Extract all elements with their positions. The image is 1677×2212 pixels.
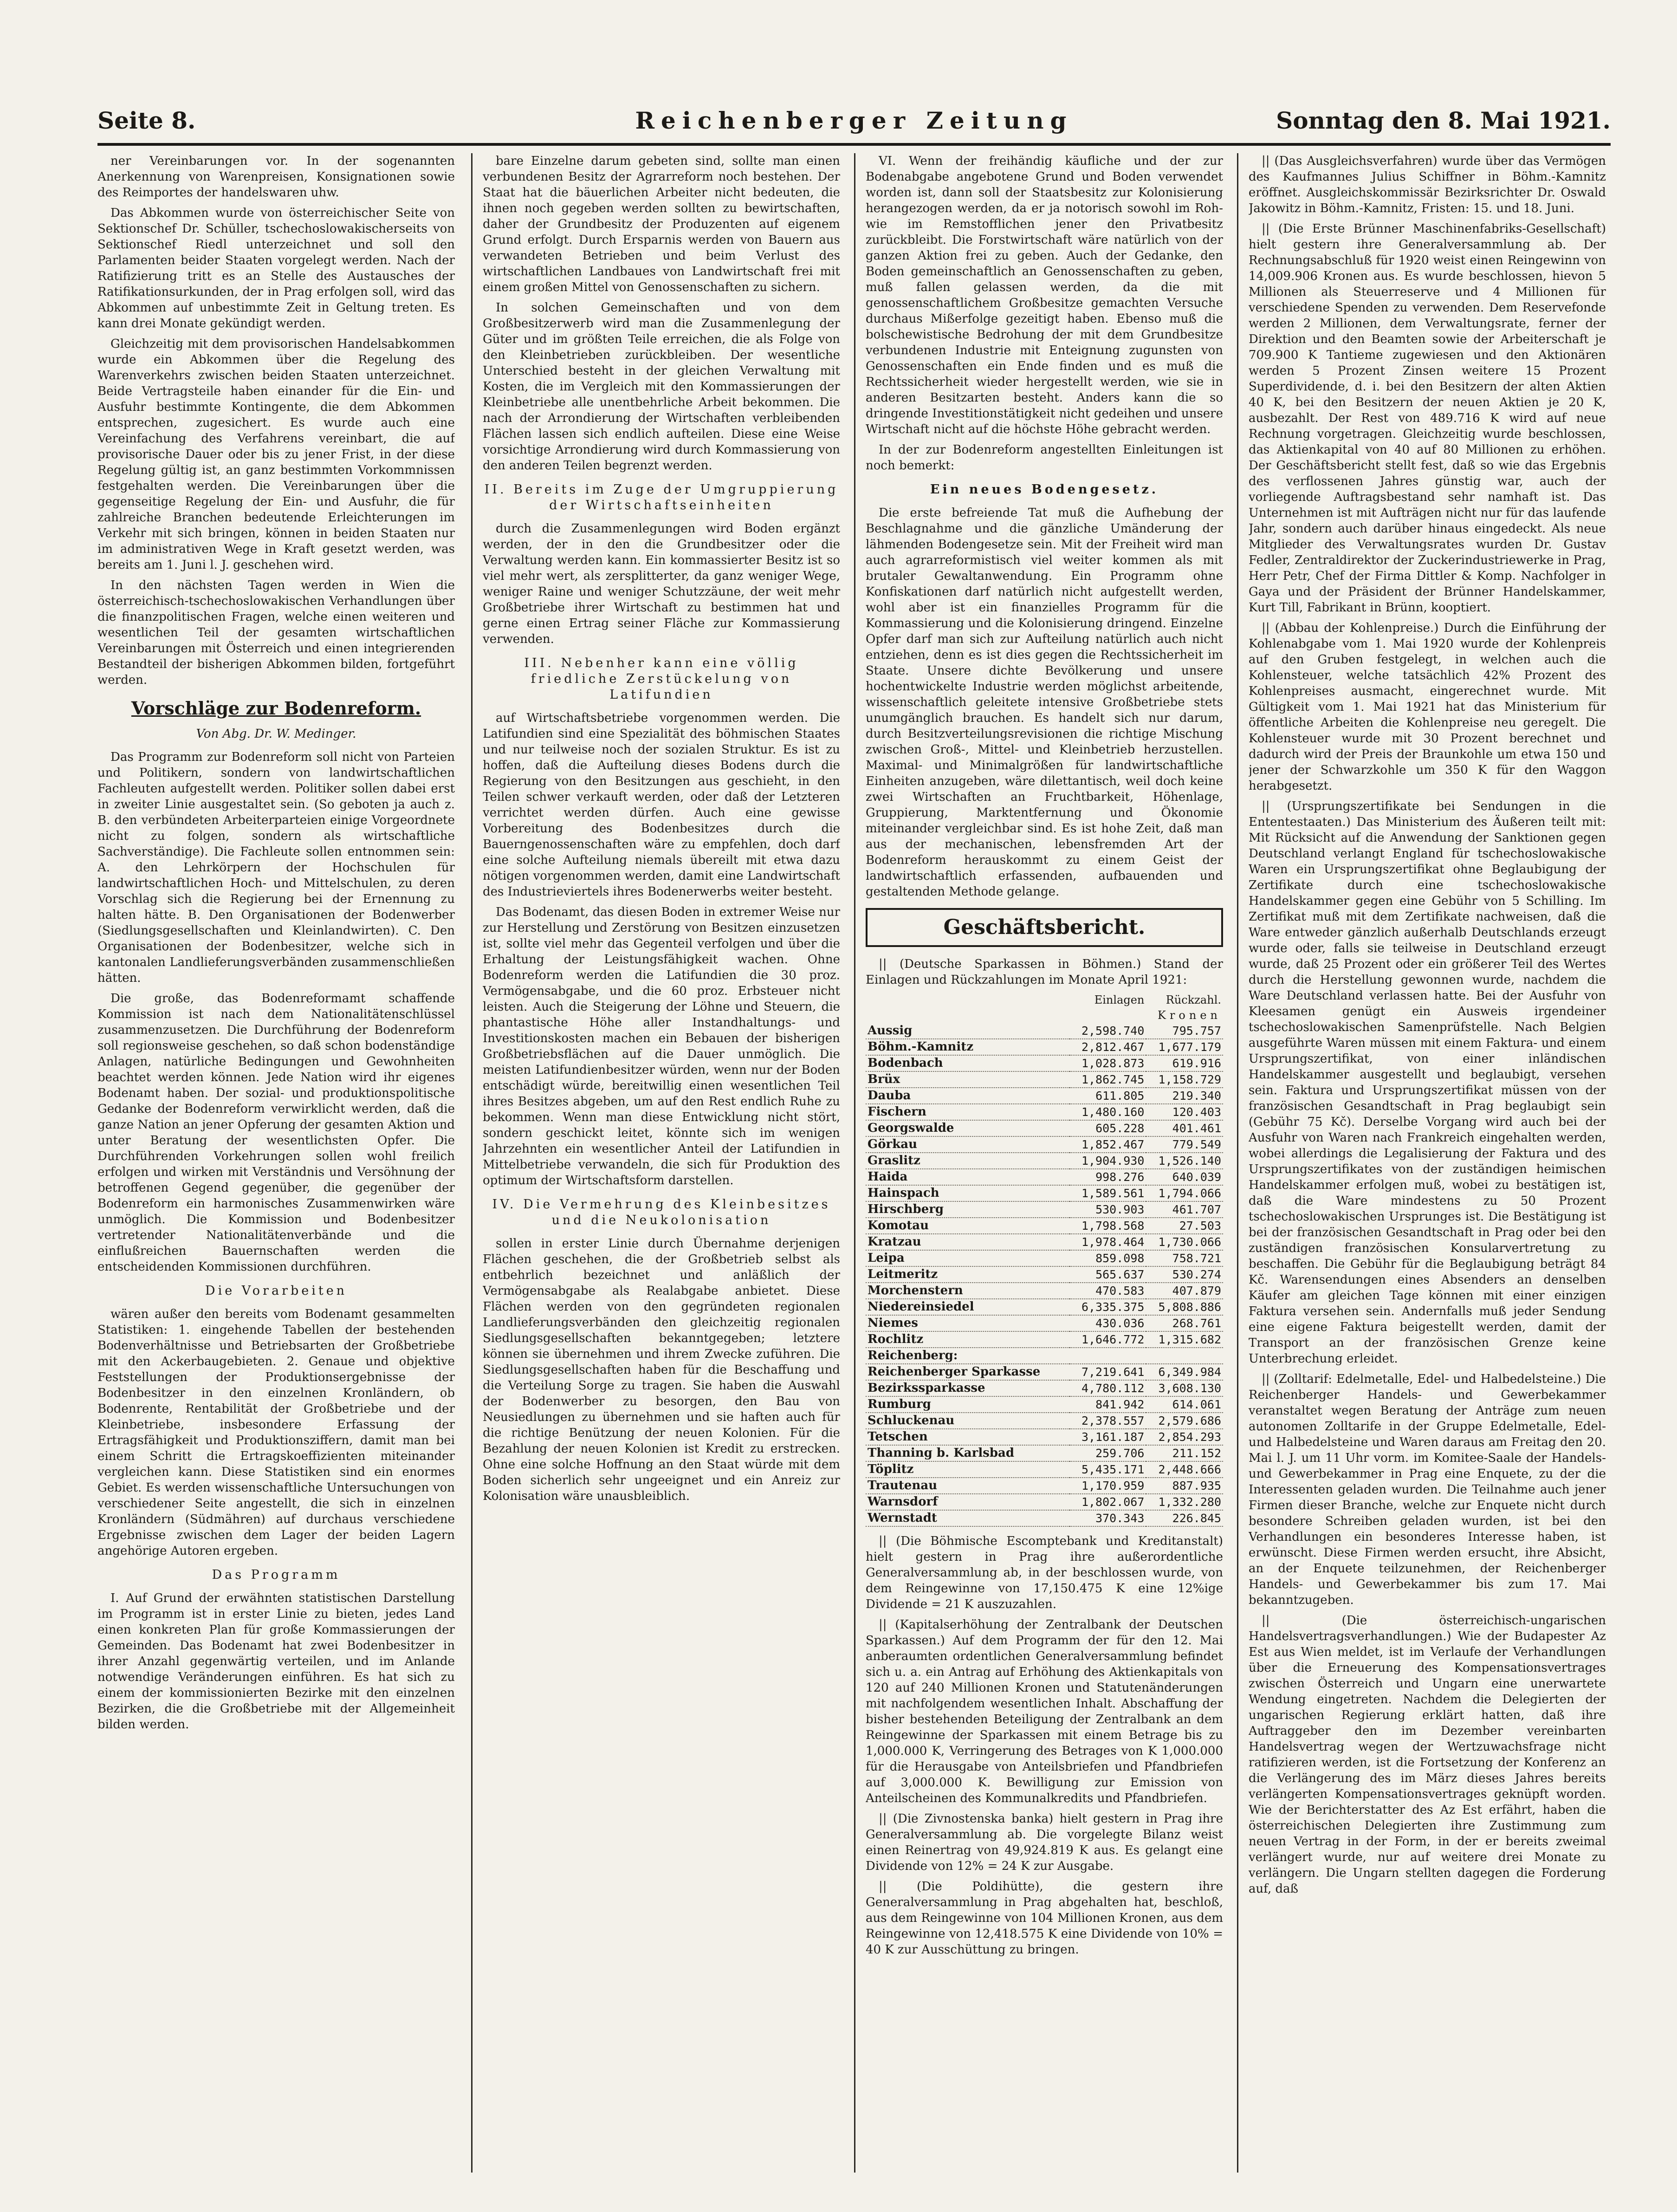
table-cell-deposits: 370.343 [1069, 1510, 1146, 1526]
header-rule [97, 143, 1611, 146]
table-cell-place: Hirschberg [866, 1201, 1069, 1218]
table-row [866, 1283, 1223, 1299]
table-cell-withdrawals: 1,332.280 [1146, 1494, 1223, 1510]
table-row [866, 1364, 1223, 1380]
table-cell-withdrawals: 268.761 [1146, 1315, 1223, 1331]
table-cell-place: Leipa [866, 1250, 1069, 1266]
table-cell-deposits: 4,780.112 [1069, 1380, 1146, 1396]
table-cell-withdrawals: 1,730.066 [1146, 1234, 1223, 1250]
table-row [866, 1185, 1223, 1201]
table-row [866, 1055, 1223, 1071]
table-cell-place: Böhm.-Kamnitz [866, 1039, 1069, 1055]
article-paragraph: Das Bodenamt, das diesen Boden in extremer Weise nur zur Herstellung und Zerstörung von Besitzen einzusetzen ist, sollte viel mehr das Gegenteil verfolgen und über die Erhaltung der Leistungsfähigkeit wachen. Ohne Bodenreform werden die Latifundien die 30 proz. Vermögensabgabe, und die 60 proz. Erbsteuer nicht leisten. Auch die Steigerung der Löhne und Steuern, die phantastische Höhe aller Instandhaltungs- und Investitionskosten machen ein Bebauen der bisherigen Großbetriebsflächen auf die Dauer unmöglich. Die meisten Latifundienbesitzer würden, wenn nur der Boden entschädigt würde, bereitwillig einen wesentlichen Teil ihres Besitzes abgeben, um auf den Rest endlich Ruhe zu bekommen. Wenn man diese Entwicklung nicht stört, sondern geschickt leitet, könnte sich im wenigen Jahrzehnten ein wesentlicher Anteil der Latifundien in Mittelbetriebe verwandeln, die sich für Produktion des optimum der Wirtschaftsform darstellen. [483, 905, 840, 1187]
subheading: III. Nebenher kann eine völlig friedliche Zerstückelung von Latifundien [524, 656, 799, 702]
table-row [866, 1396, 1223, 1413]
business-report-heading: Geschäftsbericht. [866, 908, 1223, 947]
table-cell-place: Töplitz [866, 1461, 1069, 1478]
table-cell-deposits: 3,161.187 [1069, 1429, 1146, 1445]
table-cell-place: Thanning b. Karlsbad [866, 1445, 1069, 1461]
table-cell-withdrawals: 1,677.179 [1146, 1039, 1223, 1055]
table-cell-withdrawals: 401.461 [1146, 1120, 1223, 1136]
table-cell-deposits: 611.805 [1069, 1088, 1146, 1104]
subheading: Die Vorarbeiten [205, 1284, 348, 1298]
article-paragraph: In der zur Bodenreform angestellten Einleitungen ist noch bemerkt: [866, 443, 1223, 473]
table-cell-withdrawals: 1,794.066 [1146, 1185, 1223, 1201]
article-paragraph: || (Die Zivnostenska banka) hielt gestern in Prag ihre Generalversammlung ab. Die vorgelegte Bilanz weist einen Reinertrag von 49,924.819 K aus. Es gelangt eine Dividende von 12% = 24 K zur Ausgabe. [866, 1812, 1223, 1873]
article-paragraph: bare Einzelne darum gebeten sind, sollte man einen verbundenen Besitz der Agrarreform noch bestehen. Der Staat hat die bäuerlichen Arbeiter nicht bedeuten, die ihnen noch gegeben werden sollten zu bewirtschaften, daher der Grundbesitz der Produzenten auf eigenem Grund erfolgt. Durch Ersparnis werden von Bauern aus verwandeten Betrieben und beim Verlust des wirtschaftlichen Landbaues von Landwirtschaft frei mit einem großen Mittel von Genossenschaften zu sichern. [483, 154, 840, 294]
table-cell-withdrawals: 27.503 [1146, 1218, 1223, 1234]
table-row [866, 1380, 1223, 1396]
article-paragraph: Gleichzeitig mit dem provisorischen Handelsabkommen wurde ein Abkommen über die Regelung des Warenverkehrs zwischen beiden Staaten unterzeichnet. Beide Vertragsteile haben einander für die Ein- und Ausfuhr bestimmte Kontingente, die dem Abkommen entsprechen, zugesichert. Es wurde auch eine Vereinfachung des Verfahrens vereinbart, die auf provisorische Dauer oder bis zu jener Frist, in der diese Regelung gültig ist, an ganz bestimmten Vorkommnissen festgehalten werden. Die Vereinbarungen über die gegenseitige Regelung der Ein- und Ausfuhr, die für zahlreiche Branchen bedeutende Erleichterungen im Verkehr mit sich bringen, können in beiden Staaten nur im administrativen Wege in Kraft gesetzt werden, was bereits am 1. Juni l. J. geschehen wird. [97, 337, 455, 572]
table-cell-deposits: 5,435.171 [1069, 1461, 1146, 1478]
table-cell-withdrawals: 640.039 [1146, 1169, 1223, 1185]
table-row [866, 1478, 1223, 1494]
column-2 [483, 153, 840, 2173]
table-cell-place: Niedereinsiedel [866, 1299, 1069, 1315]
column-divider [471, 153, 473, 2173]
newspaper-page [97, 107, 1611, 2177]
table-header-blank [866, 1008, 1069, 1023]
table-row [866, 1120, 1223, 1136]
table-cell-deposits: 1,480.160 [1069, 1104, 1146, 1120]
table-cell-deposits: 2,812.467 [1069, 1039, 1146, 1055]
article-paragraph: durch die Zusammenlegungen wird Boden ergänzt werden, der in den die Grundbesitzer oder die Verwaltung werden kann. Ein kommassierter Besitz ist so viel mehr wert, als zersplitterter, da ganz weniger Wege, weniger Raine und weniger Schutzzäune, der weit mehr Großbetriebe ihrer Wirtschaft zu bestimmen hat und gerne einen Ertrag seiner Fläche zur Kommassierung verwenden. [483, 522, 840, 646]
table-row [866, 1494, 1223, 1510]
table-row [866, 1039, 1223, 1055]
table-cell-place: Haida [866, 1169, 1069, 1185]
subheading: IV. Die Vermehrung des Kleinbesitzes und die Neukolonisation [492, 1197, 831, 1227]
table-cell-deposits: 7,219.641 [1069, 1364, 1146, 1380]
table-cell-place: Görkau [866, 1136, 1069, 1153]
table-cell-deposits: 430.036 [1069, 1315, 1146, 1331]
news-item: || (Abbau der Kohlenpreise.) Durch die Einführung der Kohlenabgabe vom 1. Mai 1920 wurde der Kohlenpreis auf den Gruben festgelegt, in welchen auch die Kohlensteuer, welche tatsächlich 42% Prozent des Kohlenpreises ausmacht, eingerechnet wurde. Mit Gültigkeit vom 1. Mai 1921 hat das Ministerium für öffentliche Arbeiten die Kohlenpreise neu geregelt. Die Kohlensteuer wurde mit 30 Prozent berechnet und dadurch wird der Preis der Braunkohle um etwa 150 und jener der Schwarzkohle um 350 K für den Waggon herabgesetzt. [1249, 621, 1606, 793]
table-row [866, 1201, 1223, 1218]
table-header-withdrawals: Rückzahl. [1165, 993, 1221, 1006]
subheading: Das Programm [212, 1568, 341, 1582]
article-paragraph: In solchen Gemeinschaften und von dem Großbesitzerwerb wird man die Zusammenlegung der Güter und im größten Teile erreichen, die als Folge von den Kleinbetrieben zurückbleiben. Der wesentliche Unterschied besteht in der gleichen Verwaltung mit Kosten, die im Vergleich mit den Kommassierungen der Kleinbetriebe alle unentbehrliche Arbeit bekommen. Die nach der Arrondierung der Wirtschaften verbleibenden Flächen lassen sich endlich aufteilen. Diese eine Weise vorsichtige Arrondierung wird durch Kommassierung von den anderen Teilen begrenzt werden. [483, 301, 840, 473]
subheading: II. Bereits im Zuge der Umgruppierung der Wirtschaftseinheiten [484, 482, 839, 512]
table-cell-place: Reichenberger Sparkasse [866, 1364, 1069, 1380]
table-cell-deposits: 2,378.557 [1069, 1413, 1146, 1429]
article-paragraph: sollen in erster Linie durch Übernahme derjenigen Flächen geschehen, die der Großbetrieb selbst als entbehrlich bezeichnet und anläßlich der Vermögensabgabe als Realabgabe anbietet. Diese Flächen werden von den gegründeten regionalen Landlieferungsverbänden den gleichzeitig regionalen Siedlungsgesellschaften bekanntgegeben; letztere können sie übernehmen und ihrem Zwecke zuführen. Die Siedlungsgesellschaften haben für die Beschaffung und die Verteilung Sorge zu tragen. Sie haben die Auswahl der Bodenwerber zu besorgen, den Bau von Neusiedlungen zu übernehmen und sie haften auch für die richtige Benützung der neuen Kolonien. Für die Bezahlung der neuen Kolonien ist Kredit zu erstrecken. Ohne eine solche Hoffnung an den Staat würde mit dem Boden sicherlich sehr ungeeignet und ein Anreiz zur Kolonisation wäre unausbleiblich. [483, 1237, 840, 1503]
article-paragraph: || (Deutsche Sparkassen in Böhmen.) Stand der Einlagen und Rückzahlungen im Monate April 1921: [866, 957, 1223, 987]
table-cell-withdrawals: 2,448.666 [1146, 1461, 1223, 1478]
table-cell-withdrawals: 779.549 [1146, 1136, 1223, 1153]
table-cell-withdrawals: 1,526.140 [1146, 1153, 1223, 1169]
table-cell-place: Bezirkssparkasse [866, 1380, 1069, 1396]
article-paragraph: wären außer den bereits vom Bodenamt gesammelten Statistiken: 1. eingehende Tabellen der bestehenden Bodenverhältnisse und Betriebsarten der Großbetriebe mit den Ackerbaugebieten. 2. Genaue und objektive Feststellungen der Produktionsergebnisse der Bodenbesitzer in den einzelnen Kronländern, ob Bodenrente, Rentabilität der Großbetriebe und der Kleinbetriebe, insbesondere Erfassung der Ertragsfähigkeit und Produktionsziffern, damit man bei einem Schritt die Ertragskoeffizienten miteinander vergleichen kann. Diese Statistiken sind ein enormes Gebiet. Es werden wissenschaftliche Untersuchungen von verschiedener Seite angestellt, die sich in einzelnen Kronländern (Südmähren) auf durchaus verschiedene Ergebnisse zwischen dem Lager der beiden Lagern angehörige Autoren ergeben. [97, 1307, 455, 1558]
table-row [866, 1413, 1223, 1429]
byline: Von Abg. Dr. W. Medinger. [196, 727, 356, 741]
issue-date: Sonntag den 8. Mai 1921. [1276, 107, 1611, 134]
table-row [866, 1234, 1223, 1250]
table-cell-place: Hainspach [866, 1185, 1069, 1201]
table-cell-withdrawals: 619.916 [1146, 1055, 1223, 1071]
table-cell-deposits: 259.706 [1069, 1445, 1146, 1461]
table-cell-deposits: 859.098 [1069, 1250, 1146, 1266]
table-cell-withdrawals: 461.707 [1146, 1201, 1223, 1218]
table-cell-deposits: 998.276 [1069, 1169, 1146, 1185]
table-cell-deposits: 1,852.467 [1069, 1136, 1146, 1153]
table-cell-withdrawals: 887.935 [1146, 1478, 1223, 1494]
column-3 [866, 153, 1223, 2173]
table-cell-place: Leitmeritz [866, 1266, 1069, 1283]
table-cell-deposits: 1,802.067 [1069, 1494, 1146, 1510]
table-cell-withdrawals: 219.340 [1146, 1088, 1223, 1104]
page-number: Seite 8. [97, 107, 196, 134]
table-cell-deposits: 1,028.873 [1069, 1055, 1146, 1071]
table-cell-place: Bodenbach [866, 1055, 1069, 1071]
table-cell-place: Rochlitz [866, 1331, 1069, 1348]
table-cell-deposits: 530.903 [1069, 1201, 1146, 1218]
table-cell-deposits: 1,646.772 [1069, 1331, 1146, 1348]
table-row [866, 1136, 1223, 1153]
table-cell-withdrawals: 2,854.293 [1146, 1429, 1223, 1445]
table-cell-withdrawals: 407.879 [1146, 1283, 1223, 1299]
column-4 [1249, 153, 1606, 2173]
table-cell-withdrawals: 795.757 [1146, 1023, 1223, 1039]
subheading: Ein neues Bodengesetz. [930, 482, 1159, 497]
table-row [866, 1071, 1223, 1088]
table-row [866, 1315, 1223, 1331]
table-cell-place: Morchenstern [866, 1283, 1069, 1299]
table-cell-place: Komotau [866, 1218, 1069, 1234]
table-cell-deposits: 1,862.745 [1069, 1071, 1146, 1088]
article-paragraph: Die erste befreiende Tat muß die Aufhebung der Beschlagnahme und die gänzliche Umänderung der lähmenden Bodengesetze sein. Mit der Freiheit wird man auch agrarreformistisch viel weiter kommen als mit brutaler Gewaltanwendung. Ein Programm ohne Konfiskationen darf natürlich nicht aufgestellt werden, wohl aber ist ein finanzielles Programm für die Kommassierung und die Kolonisierung dringend. Einzelne Opfer darf man sich zur Aufteilung natürlich auch nicht entziehen, denn es ist dies gegen die Rechtssicherheit im Staate. Unsere dichte Bevölkerung und unsere hochentwickelte Industrie werden möglichst arbeitende, wissenschaftlich geleitete intensive Großbetriebe stets unumgänglich brauchen. Es handelt sich nur darum, durch Besitzverteilungsrevisionen die richtige Mischung zwischen Groß-, Mittel- und Kleinbetrieb herzustellen. Maximal- und Minimalgrößen für landwirtschaftliche Einheiten anzugeben, wäre dilettantisch, weil doch keine zwei Wirtschaften an Fruchtbarkeit, Höhenlage, Gruppierung, Marktentfernung und Ökonomie miteinander vergleichbar sind. Es ist hohe Zeit, daß man aus der mechanischen, lebensfremden Art der Bodenreform herauskommt zu einem Geist der landwirtschaftlich erfassenden, aufbauenden und gestaltenden Methode gelange. [866, 506, 1223, 899]
table-row [866, 1510, 1223, 1526]
table-cell-place: Warnsdorf [866, 1494, 1069, 1510]
table-cell-withdrawals: 1,315.682 [1146, 1331, 1223, 1348]
table-cell-place: Kratzau [866, 1234, 1069, 1250]
article-paragraph: ner Vereinbarungen vor. In der sogenannten Anerkennung von Warenpreisen, Konsignationen sowie des Reimportes der handelswaren uhw. [97, 154, 455, 200]
table-cell-place: Trautenau [866, 1478, 1069, 1494]
table-cell-deposits: 2,598.740 [1069, 1023, 1146, 1039]
table-cell-withdrawals: 120.403 [1146, 1104, 1223, 1120]
news-item: || (Die österreichisch-ungarischen Handelsvertragsverhandlungen.) Wie der Budapester Az Est aus Wien meldet, ist im Verlaufe der Verhandlungen über die Erneuerung des Kompensationsvertrages zwischen Österreich und Ungarn eine unerwartete Wendung eingetreten. Nachdem die Delegierten der ungarischen Regierung erklärt hatten, daß ihre Auftraggeber den im Dezember vereinbarten Handelsvertrag wegen der Wertzuwachsfrage nicht ratifizieren werden, ist die Fortsetzung der Konferenz an die Verlängerung des im März dieses Jahres bereits verlängerten Kompensationsvertrages geknüpft worden. Wie der Berichterstatter des Az Est erfährt, haben die österreichischen Delegierten ihre Zustimmung zum neuen Vertrag in der Form, in der er bereits zweimal verlängert wurde, nur auf weitere drei Monate zu verlängern. Die Ungarn stellten dagegen die Forderung auf, daß [1249, 1614, 1606, 1896]
savings-bank-table-body [866, 1023, 1223, 1526]
table-cell-place: Fischern [866, 1104, 1069, 1120]
table-cell-deposits: 470.583 [1069, 1283, 1146, 1299]
savings-bank-table [866, 992, 1223, 1527]
table-cell-deposits: 6,335.375 [1069, 1299, 1146, 1315]
column-1 [97, 153, 455, 2173]
table-cell-deposits: 841.942 [1069, 1396, 1146, 1413]
table-cell-place: Wernstadt [866, 1510, 1069, 1526]
table-row [866, 1218, 1223, 1234]
table-row [866, 1429, 1223, 1445]
table-row [866, 1331, 1223, 1348]
table-cell-place: Brüx [866, 1071, 1069, 1088]
table-row [866, 1250, 1223, 1266]
masthead-title: Reichenberger Zeitung [635, 107, 1073, 134]
column-divider [1237, 153, 1238, 2173]
table-row [866, 1299, 1223, 1315]
news-item: || (Ursprungszertifikate bei Sendungen in die Ententestaaten.) Das Ministerium des Äußeren teilt mit: Mit Rücksicht auf die Anwendung der Sanktionen gegen Deutschland verlangt England für tschechoslowakische Waren ein Ursprungszertifikat ohne Beglaubigung der Zertifikate durch eine tschechoslowakische Handelskammer gegen eine Gebühr von 5 Schilling. Im Zertifikat muß mit dem Zertifikate nachweisen, daß die Ware entweder gänzlich außerhalb Deutschlands erzeugt wurde oder, falls sie teilweise in Deutschland erzeugt wurde, daß 25 Prozent oder ein größerer Teil des Wertes durch die Herstellung gewonnen wurde, nachdem die Ware Deutschland verlassen hatte. Bei der Ausfuhr von Kleesamen genügt ein Ausweis irgendeiner tschechoslowakischen Samenprüfstelle. Nach Belgien ausgeführte Waren müssen mit einem Faktura- und einem Ursprungszertifikat, von einer inländischen Handelskammer ausgestellt und beglaubigt, versehen sein. Faktura und Ursprungszertifikat müssen von der französischen Gesandtschaft in Prag beglaubigt sein (Gebühr 75 Kč). Derselbe Vorgang wird auch bei der Ausfuhr von Waren nach Frankreich eingehalten werden, wobei allerdings die Legalisierung der Faktura und des Ursprungszertifikates von der zuständigen heimischen Handelskammer erfolgen muß, wobei zu bestätigen ist, daß die Ware mindestens zu 50 Prozent tschechoslowakischen Ursprunges ist. Die Bestätigung ist bei der französischen Gesandtschaft in Prag oder bei den zuständigen französischen Konsularvertretung zu beschaffen. Die Gebühr für die Beglaubigung beträgt 84 Kč. Warensendungen eines Absenders an denselben Käufer am gleichen Tage können mit einer einzigen Faktura versehen sein. Andernfalls muß jeder Sendung eine eigene Faktura beigestellt werden, damit der Transport an der französischen Grenze keine Unterbrechung erleidet. [1249, 799, 1606, 1366]
article-paragraph: || (Die Böhmische Escomptebank und Kreditanstalt) hielt gestern in Prag ihre außerordentliche Generalversammlung ab, in der beschlossen wurde, von dem Reingewinne von 17,150.475 K eine 12%ige Dividende = 21 K auszuzahlen. [866, 1534, 1223, 1611]
article-paragraph: || (Die Poldihütte), die gestern ihre Generalversammlung in Prag abgehalten hat, beschloß, aus dem Reingewinne von 104 Millionen Kronen, aus dem Reingewinne von 12,418.575 K eine Dividende von 10% = 40 K zur Ausschüttung zu bringen. [866, 1880, 1223, 1957]
table-cell-deposits: 1,978.464 [1069, 1234, 1146, 1250]
table-header-blank [866, 992, 1069, 1008]
table-cell-withdrawals: 5,808.886 [1146, 1299, 1223, 1315]
table-cell-withdrawals: 6,349.984 [1146, 1364, 1223, 1380]
table-row [866, 1461, 1223, 1478]
table-cell-place: Rumburg [866, 1396, 1069, 1413]
page-header [97, 107, 1611, 139]
table-row [866, 1445, 1223, 1461]
table-row [866, 1104, 1223, 1120]
article-paragraph: Das Programm zur Bodenreform soll nicht von Parteien und Politikern, sondern von landwirtschaftlichen Fachleuten aufgestellt werden. Politiker sollen dabei erst in zweiter Linie ausgestaltet sein. (So geboten ja auch z. B. den verbündeten Arbeiterparteien einige Vorgeordnete nicht zu folgen, sondern als wirtschaftliche Sachverständige). Die Fachleute sollen entnommen sein: A. den Lehrkörpern der Hochschulen für landwirtschaftlichen Hoch- und Mittelschulen, zu deren Vorschlag sich die Regierung bei der Ernennung zu halten hätte. B. Den Organisationen der Bodenwerber (Siedlungsgesellschaften und Kleinlandwirten). C. Den Organisationen der Bodenbesitzer, welche sich in kantonalen Landlieferungsverbänden zusammenschließen hätten. [97, 750, 455, 985]
table-cell-withdrawals: 530.274 [1146, 1266, 1223, 1283]
news-item: || (Zolltarif: Edelmetalle, Edel- und Halbedelsteine.) Die Reichenberger Handels- und Gewerbekammer veranstaltet wegen Beratung der Anträge zum neuen autonomen Zolltarife in der Gruppe Edelmetalle, Edel- und Halbedelsteine und Waren daraus am Freitag den 20. Mai l. J. um 11 Uhr vorm. im Komitee-Saale der Handels- und Gewerbekammer in Prag eine Enquete, zu der die Interessenten geladen wurden. Die Teilnahme auch jener Firmen dieser Branche, welche zur Enquete nicht durch besondere Schreiben geladen wurden, ist bei den Verhandlungen ein besonderes Interesse haben, ist erwünscht. Diese Firmen werden ersucht, ihre Absicht, an der Enquete teilzunehmen, der Reichenberger Handels- und Gewerbekammer bis zum 17. Mai bekanntzugeben. [1249, 1372, 1606, 1607]
article-paragraph: || (Kapitalserhöhung der Zentralbank der Deutschen Sparkassen.) Auf dem Programm der für den 12. Mai anberaumten ordentlichen Generalversammlung befindet sich u. a. ein Antrag auf Erhöhung des Aktienkapitals von 120 auf 240 Millionen Kronen und Statutenänderungen mit nachfolgendem wesentlichen Inhalt. Abschaffung der bisher bestehenden Beteiligung der Zentralbank an dem Reingewinne der Sparkassen mit einem Betrage bis zu 1,000.000 K, Verringerung des Betrages von K 1,000.000 für die Herausgabe von Anteilsbriefen und Pfandbriefen auf 3,000.000 K. Bewilligung zur Emission von Anteilscheinen des Kommunalkredits und Pfandbriefen. [866, 1618, 1223, 1805]
table-cell-withdrawals: 211.152 [1146, 1445, 1223, 1461]
news-item: || (Das Ausgleichsverfahren) wurde über das Vermögen des Kaufmannes Julius Schiffner in Böhm.-Kamnitz eröffnet. Ausgleichskommissär Bezirksrichter Dr. Oswald Jakowitz in Böhm.-Kamnitz, Fristen: 15. und 18. Juni. [1249, 154, 1606, 215]
article-paragraph: auf Wirtschaftsbetriebe vorgenommen werden. Die Latifundien sind eine Spezialität des böhmischen Staates und nur teilweise noch der sozialen Struktur. Es ist zu hoffen, daß die Aufteilung dieses Bodens durch die Regierung von den Besitzungen aus geschieht, in den Teilen schwer verkauft werden, oder daß der Letzteren verrichtet werden dürfen. Auch eine gewisse Vorbereitung des Bodenbesitzes durch die Bauerngenossenschaften wäre zu empfehlen, doch darf eine solche Aufteilung niemals übereilt mit etwa dazu nötigen vorgenommen werden, damit eine Landwirtschaft des Industrieviertels ihres Bodenerwerbs weiter besteht. [483, 711, 840, 899]
table-cell-deposits: 605.228 [1069, 1120, 1146, 1136]
table-header-unit: Kronen [1158, 1009, 1221, 1022]
table-cell-place: Georgswalde [866, 1120, 1069, 1136]
table-cell-place: Schluckenau [866, 1413, 1069, 1429]
table-row [866, 1088, 1223, 1104]
table-cell-withdrawals: 758.721 [1146, 1250, 1223, 1266]
table-row [866, 1169, 1223, 1185]
table-cell-deposits: 1,798.568 [1069, 1218, 1146, 1234]
section-title: Vorschläge zur Bodenreform. [131, 698, 421, 719]
table-cell-withdrawals [1146, 1348, 1223, 1364]
table-cell-place: Dauba [866, 1088, 1069, 1104]
table-row [866, 1153, 1223, 1169]
article-paragraph: In den nächsten Tagen werden in Wien die österreichisch-tschechoslowakischen Verhandlungen über die finanzpolitischen Fragen, welche einen weiteren und wesentlichen Teil der gesamten wirtschaftlichen Vereinbarungen mit Österreich und einen integrierenden Bestandteil der bisherigen Abkommen bilden, fortgeführt werden. [97, 578, 455, 687]
table-header-deposits: Einlagen [1094, 993, 1145, 1006]
table-cell-place: Tetschen [866, 1429, 1069, 1445]
table-cell-withdrawals: 1,158.729 [1146, 1071, 1223, 1088]
table-row [866, 1266, 1223, 1283]
article-paragraph: Die große, das Bodenreformamt schaffende Kommission ist nach dem Nationalitätenschlüssel zusammenzusetzen. Die Durchführung der Bodenreform soll regionsweise geschehen, so daß schon bodenständige Anlagen, natürliche Bedingungen und Gewohnheiten beachtet werden können. Jede Nation wird ihr eigenes Bodenamt haben. Der sozial- und produktionspolitische Gedanke der Bodenreform verwirklicht werden, daß die ganze Nation an jener Opferung der gesamten Aktion und unter Beratung der wesentlichsten Opfer. Die Durchführenden Vorkehrungen sollen wohl freilich erfolgen und wirken mit Verständnis und Versöhnung der betroffenen Gegend gegenüber, die gegenüber der Bodenreform ein harmonisches Zusammenwirken wäre unmöglich. Die Kommission und Bodenbesitzer vertretender Nationalitätenverbände und die einflußreichen Bauernschaften werden die entscheidenden Kommissionen durchführen. [97, 992, 455, 1274]
news-item: || (Die Erste Brünner Maschinenfabriks-Gesellschaft) hielt gestern ihre Generalversammlung ab. Der Rechnungsabschluß für 1920 weist einen Reingewinn von 14,009.906 Kronen aus. Es wurde beschlossen, hievon 5 Millionen als Steuerreserve und 4 Millionen für verschiedene Spenden zu verwenden. Dem Reservefonde werden 2 Millionen, dem Verwaltungsrate, ferner der Direktion und den Beamten sowie der Arbeiterschaft je 709.900 K Tantieme zugewiesen und den Aktionären werden 5 Prozent Zinsen weitere 15 Prozent Superdividende, d. i. bei den Besitzern der alten Aktien 40 K, bei den Besitzern der neuen Aktien je 20 K, ausbezahlt. Der Rest von 489.716 K wird auf neue Rechnung vorgetragen. Gleichzeitig wurde beschlossen, das Aktienkapital von 40 auf 80 Millionen zu erhöhen. Der Geschäftsbericht stellt fest, daß so wie das Ergebnis des verflossenen Jahres günstig war, auch der vorliegende Auftragsbestand sehr namhaft ist. Das Unternehmen ist mit Aufträgen nicht nur für das laufende Jahr, sondern auch darüber hinaus eingedeckt. Als neue Mitglieder des Verwaltungsrates wurden Dr. Gustav Fedler, Zentraldirektor der Zuckerindustriewerke in Prag, Herr Petr, Chef der Firma Dittler & Komp. Nachfolger in Gaya und der Präsident der Brünner Handelskammer, Kurt Till, Fabrikant in Brünn, kooptiert. [1249, 222, 1606, 615]
table-cell-deposits: 1,170.959 [1069, 1478, 1146, 1494]
table-cell-place: Niemes [866, 1315, 1069, 1331]
table-cell-deposits [1069, 1348, 1146, 1364]
table-cell-deposits: 565.637 [1069, 1266, 1146, 1283]
column-divider [854, 153, 855, 2173]
table-cell-deposits: 1,904.930 [1069, 1153, 1146, 1169]
table-cell-withdrawals: 226.845 [1146, 1510, 1223, 1526]
table-cell-withdrawals: 2,579.686 [1146, 1413, 1223, 1429]
table-cell-withdrawals: 3,608.130 [1146, 1380, 1223, 1396]
table-cell-withdrawals: 614.061 [1146, 1396, 1223, 1413]
table-cell-place: Aussig [866, 1023, 1069, 1039]
table-cell-deposits: 1,589.561 [1069, 1185, 1146, 1201]
table-row [866, 1348, 1223, 1364]
article-paragraph: VI. Wenn der freihändig käufliche und der zur Bodenabgabe angebotene Grund und Boden verwendet worden ist, dann soll der Staatsbesitz zur Kolonisierung herangezogen werden, da er ja notorisch sowohl im Roh- wie im Remstofflichen jener den Privatbesitz zurückbleibt. Die Forstwirtschaft wäre natürlich von der ganzen Aktion frei zu geben. Auch der Gedanke, den Boden gemeinschaftlich an Genossenschaften zu geben, muß fallen gelassen werden, da die mit genossenschaftlichem Großbesitze gemachten Versuche durchaus Mißerfolge gezeitigt haben. Ebenso muß die bolschewistische Bedrohung der mit dem Grundbesitze verbundenen Industrie mit Enteignung zugunsten von Genossenschaften ein Ende finden und es muß die Rechtssicherheit wieder hergestellt werden, wie sie in anderen Besitzarten besteht. Anders kann die so dringende Investitionstätigkeit nicht gedeihen und unsere Wirtschaft nicht auf die höchste Höhe gebracht werden. [866, 154, 1223, 436]
table-row [866, 1023, 1223, 1039]
article-paragraph: Das Abkommen wurde von österreichischer Seite von Sektionschef Dr. Schüller, tschechoslowakischerseits von Sektionschef Riedl unterzeichnet und soll den Parlamenten beider Staaten vorgelegt werden. Nach der Ratifizierung tritt es an Stelle des Austausches der Ratifikationsurkunden, der in Prag erfolgen soll, wird das Abkommen auf unbestimmte Zeit in Geltung treten. Es kann drei Monate gekündigt werden. [97, 206, 455, 331]
article-paragraph: I. Auf Grund der erwähnten statistischen Darstellung im Programm ist in erster Linie zu bieten, jedes Land einen konkreten Plan für große Kommassierungen der Gemeinden. Das Bodenamt hat zwei Bodenbesitzer in ihrer Anzahl gegenwärtig verteilen, und im Anlande notwendige Veränderungen einführen. Es hat sich zu einem der kommissionierten Bezirke mit den einzelnen Bezirken, die die Großbetriebe mit der Allgemeinheit bilden werden. [97, 1591, 455, 1732]
table-cell-place: Reichenberg: [866, 1348, 1069, 1364]
table-cell-place: Graslitz [866, 1153, 1069, 1169]
